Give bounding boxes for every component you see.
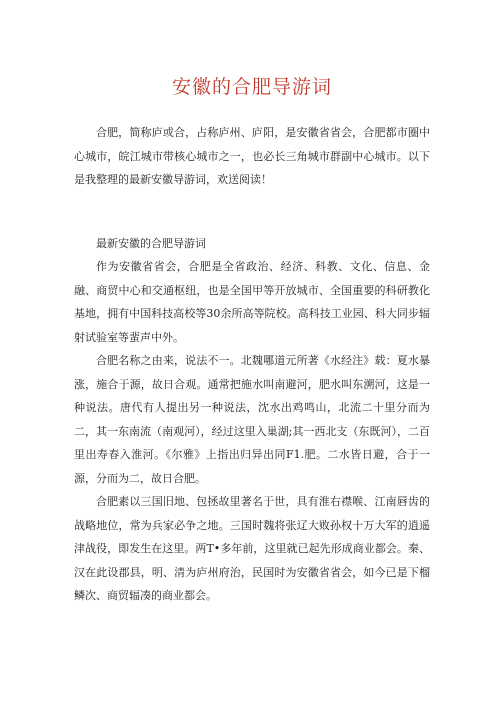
body-paragraph: 作为安徽省省会，合肥是全省政治、经济、科教、文化、信息、金融、商贸中心和交通枢纽，也是全国甲等开放城市、全国重要的科研教化基地，拥有中国科技高校等30余所高等院校。高科技工业园、科大同步辐射试验室等蜚声中外。 xyxy=(74,260,430,344)
document-page xyxy=(74,0,430,608)
intro-paragraph: 合肥，简称庐或合，占称庐州、庐阳，是安徽省省会，合肥都市圈中心城市，皖江城市带核心城市之一，也必长三角城市群副中心城市。以下是我整理的最新安徽导游词，欢送阅读！ xyxy=(74,126,430,186)
section-heading: 最新安徽的合肥导游词 xyxy=(96,236,206,250)
body-paragraph: 合肥名称之由来，说法不一。北魏哪道元所著《水经注》载：夏水暴涨，施合于源，故日合观。通常把施水叫南避河，肥水叫东溯河，这是一种说法。唐代有人提出另一种说法，沈水出鸡鸣山，北流二十里分而为二，其一东南流（南观河），经过这里入巢湖;其一西北支（东既河），二百里出寿春入淮河。《尔雅》上指出归异出同F1.肥。二水皆日避，合于一源，分而为二，故日合肥。 xyxy=(74,354,430,485)
body-paragraph: 合肥素以三国旧地、包拯故里著名于世，具有淮右襟喉、江南唇齿的战略地位，常为兵家必争之地。三国时魏将张辽大败孙权十万大军的逍遥津战役，即发生在这里。两T•多年前，这里就已起先形成商业都会。秦、汉在此设郡县，明、清为庐州府治，民国时为安徽省省会，如今已是下榴鳞次、商贸辐凑的商业都会。 xyxy=(74,495,430,602)
document-title: 安徽的合肥导游词 xyxy=(171,76,332,98)
